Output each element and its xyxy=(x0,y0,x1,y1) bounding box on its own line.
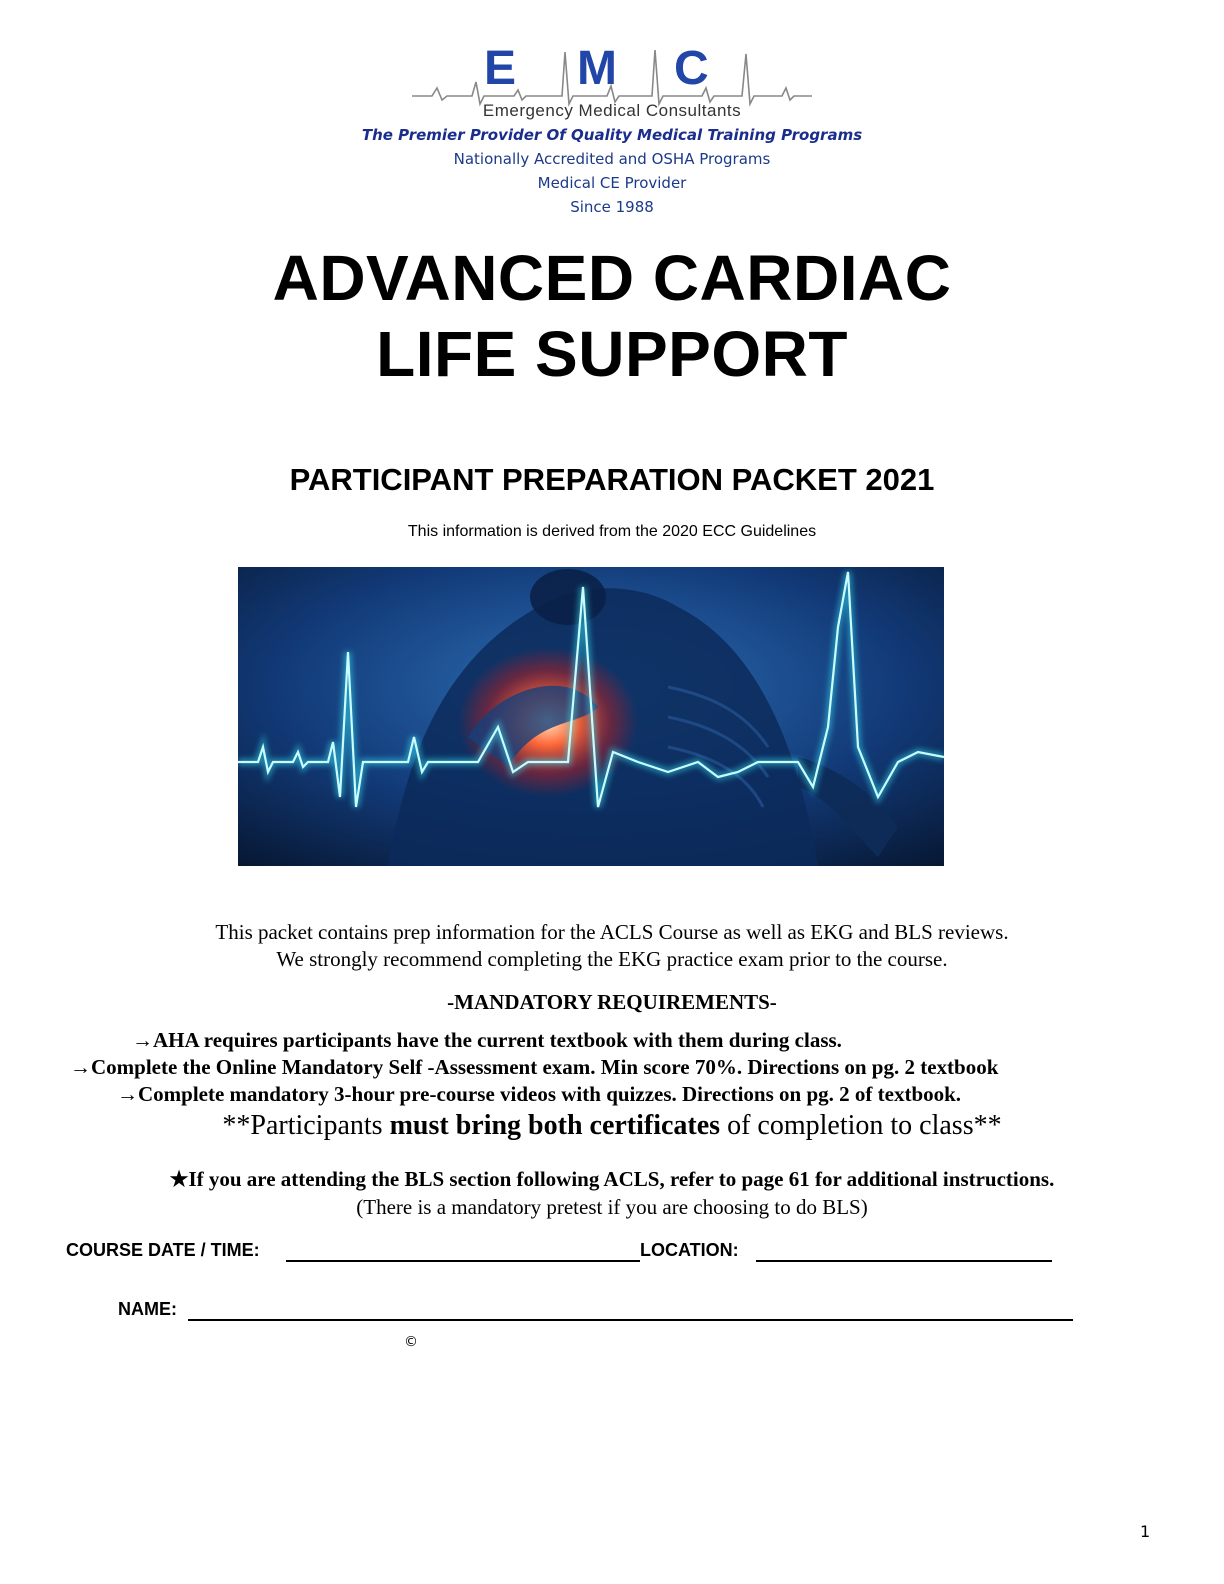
title-line-1: ADVANCED CARDIAC xyxy=(272,242,952,314)
mandatory-heading: -MANDATORY REQUIREMENTS- xyxy=(447,990,777,1014)
bls-note-text: If you are attending the BLS section following ACLS, refer to page 61 for additional instructions. xyxy=(188,1167,1055,1191)
name-label: NAME: xyxy=(118,1299,177,1319)
arrow-icon: → xyxy=(132,1028,153,1052)
requirement-textbook xyxy=(132,1028,842,1053)
name-field[interactable] xyxy=(188,1319,1073,1321)
certificates-note-bold: must bring both certificates xyxy=(389,1110,721,1141)
requirement-videos xyxy=(117,1082,961,1107)
bls-pretest-note: (There is a mandatory pretest if you are choosing to do BLS) xyxy=(356,1195,868,1219)
accreditation-line: Nationally Accredited and OSHA Programs xyxy=(453,150,771,168)
logo-letter-e: E xyxy=(484,42,517,95)
copyright-symbol: © xyxy=(404,1334,418,1350)
arrow-icon: → xyxy=(117,1082,138,1106)
certificates-note-pre: **Participants xyxy=(222,1110,390,1141)
requirement-self-assessment xyxy=(70,1055,998,1080)
star-icon: ★ xyxy=(169,1167,189,1191)
requirement-videos-text: Complete mandatory 3-hour pre-course videos with quizzes. Directions on pg. 2 of textbook. xyxy=(138,1082,962,1106)
certificates-note-post: of completion to class** xyxy=(720,1110,1002,1141)
course-date-field[interactable] xyxy=(286,1260,640,1262)
intro-line-2: We strongly recommend completing the EKG practice exam prior to the course. xyxy=(276,947,948,971)
bls-note xyxy=(0,1167,1224,1192)
logo-company-name: Emergency Medical Consultants xyxy=(482,101,742,120)
page-number: 1 xyxy=(1140,1522,1151,1541)
logo-letter-c: C xyxy=(674,42,709,95)
page-title xyxy=(0,240,1224,392)
intro-line-1: This packet contains prep information for the ACLS Course as well as EKG and BLS reviews. xyxy=(215,920,1009,944)
tagline: The Premier Provider Of Quality Medical Training Programs xyxy=(361,126,863,144)
course-date-label: COURSE DATE / TIME: xyxy=(66,1240,260,1260)
title-line-2: LIFE SUPPORT xyxy=(376,318,848,390)
logo-letter-m: M xyxy=(577,42,617,95)
since-line: Since 1988 xyxy=(570,198,654,216)
requirement-textbook-text: AHA requires participants have the current textbook with them during class. xyxy=(153,1028,842,1052)
requirement-self-assessment-text: Complete the Online Mandatory Self -Assessment exam. Min score 70%. Directions on pg. 2 textbook xyxy=(91,1055,999,1079)
arrow-icon: → xyxy=(70,1055,91,1079)
ce-provider-line: Medical CE Provider xyxy=(537,174,687,192)
certificates-note xyxy=(0,1110,1224,1142)
guidelines-note: This information is derived from the 2020 ECC Guidelines xyxy=(407,523,817,540)
packet-title: PARTICIPANT PREPARATION PACKET 2021 xyxy=(289,462,935,497)
location-label: LOCATION: xyxy=(640,1240,739,1260)
location-field[interactable] xyxy=(756,1260,1052,1262)
heart-ekg-image xyxy=(238,567,944,866)
